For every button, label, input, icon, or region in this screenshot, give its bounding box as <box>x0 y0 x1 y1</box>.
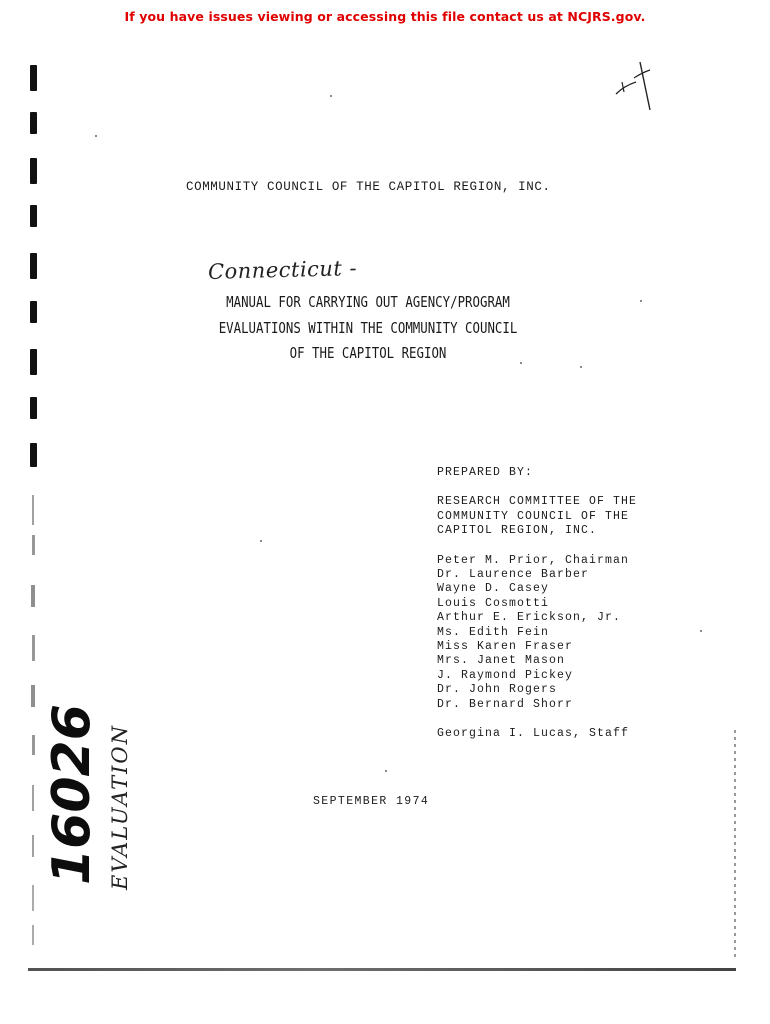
committee-line: CAPITOL REGION, INC. <box>437 524 598 538</box>
committee-member: Dr. Bernard Shorr <box>437 697 574 711</box>
scan-artifact <box>31 585 35 607</box>
scan-speck <box>385 770 387 772</box>
binder-hole <box>30 397 37 419</box>
prepared-by-block <box>437 466 637 742</box>
scan-artifact <box>32 885 34 911</box>
accession-number-stamp: 16026 <box>42 704 102 885</box>
organization-name: COMMUNITY COUNCIL OF THE CAPITOL REGION, INC. <box>186 180 551 194</box>
scan-artifact <box>32 835 34 857</box>
scan-speck <box>95 135 97 137</box>
committee-member: Louis Cosmotti <box>437 596 550 610</box>
ncjrs-access-banner[interactable]: If you have issues viewing or accessing this file contact us at NCJRS.gov. <box>124 9 646 24</box>
binder-hole <box>30 65 37 91</box>
committee-member: Peter M. Prior, Chairman <box>437 553 630 567</box>
title-line: MANUAL FOR CARRYING OUT AGENCY/PROGRAM <box>226 293 510 311</box>
scan-speck <box>580 366 582 368</box>
binder-hole-strip <box>26 55 40 955</box>
committee-member: Miss Karen Fraser <box>437 640 574 654</box>
binder-hole <box>30 112 37 134</box>
binder-hole <box>30 349 37 375</box>
scan-artifact <box>32 635 35 661</box>
committee-line: COMMUNITY COUNCIL OF THE <box>437 509 630 523</box>
committee-member: Mrs. Janet Mason <box>437 654 566 668</box>
handwritten-note: Connecticut - <box>207 256 358 284</box>
scan-edge-artifact <box>734 730 736 960</box>
prepared-by-label: PREPARED BY: <box>437 466 534 479</box>
scan-speck <box>330 95 332 97</box>
scan-artifact <box>32 785 34 811</box>
binder-hole <box>30 205 37 227</box>
evaluation-handwritten-label: EVALUATION <box>108 724 132 890</box>
committee-line: RESEARCH COMMITTEE OF THE <box>437 495 638 509</box>
scan-artifact <box>32 535 35 555</box>
staff-line: Georgina I. Lucas, Staff <box>437 727 630 741</box>
scan-speck <box>520 362 522 364</box>
scan-speck <box>260 540 262 542</box>
committee-member: Ms. Edith Fein <box>437 625 550 639</box>
binder-hole <box>30 443 37 467</box>
scan-speck <box>640 300 642 302</box>
binder-hole <box>30 158 37 184</box>
handwritten-corner-mark <box>610 58 660 112</box>
scan-speck <box>700 630 702 632</box>
scan-artifact <box>32 925 34 945</box>
binder-hole <box>30 253 37 279</box>
publication-date: SEPTEMBER 1974 <box>313 795 430 808</box>
title-line: EVALUATIONS WITHIN THE COMMUNITY COUNCIL <box>218 318 518 337</box>
committee-member: Dr. John Rogers <box>437 683 558 697</box>
committee-member: Wayne D. Casey <box>437 582 550 596</box>
title-line: OF THE CAPITOL REGION <box>289 344 447 362</box>
committee-member: Dr. Laurence Barber <box>437 568 590 582</box>
scan-artifact <box>32 495 34 525</box>
binder-hole <box>30 301 37 323</box>
manual-title <box>180 290 556 367</box>
page-bottom-edge <box>28 968 736 971</box>
scan-artifact <box>32 735 35 755</box>
committee-member: Arthur E. Erickson, Jr. <box>437 611 622 625</box>
scan-artifact <box>31 685 35 707</box>
committee-member: J. Raymond Pickey <box>437 668 574 682</box>
